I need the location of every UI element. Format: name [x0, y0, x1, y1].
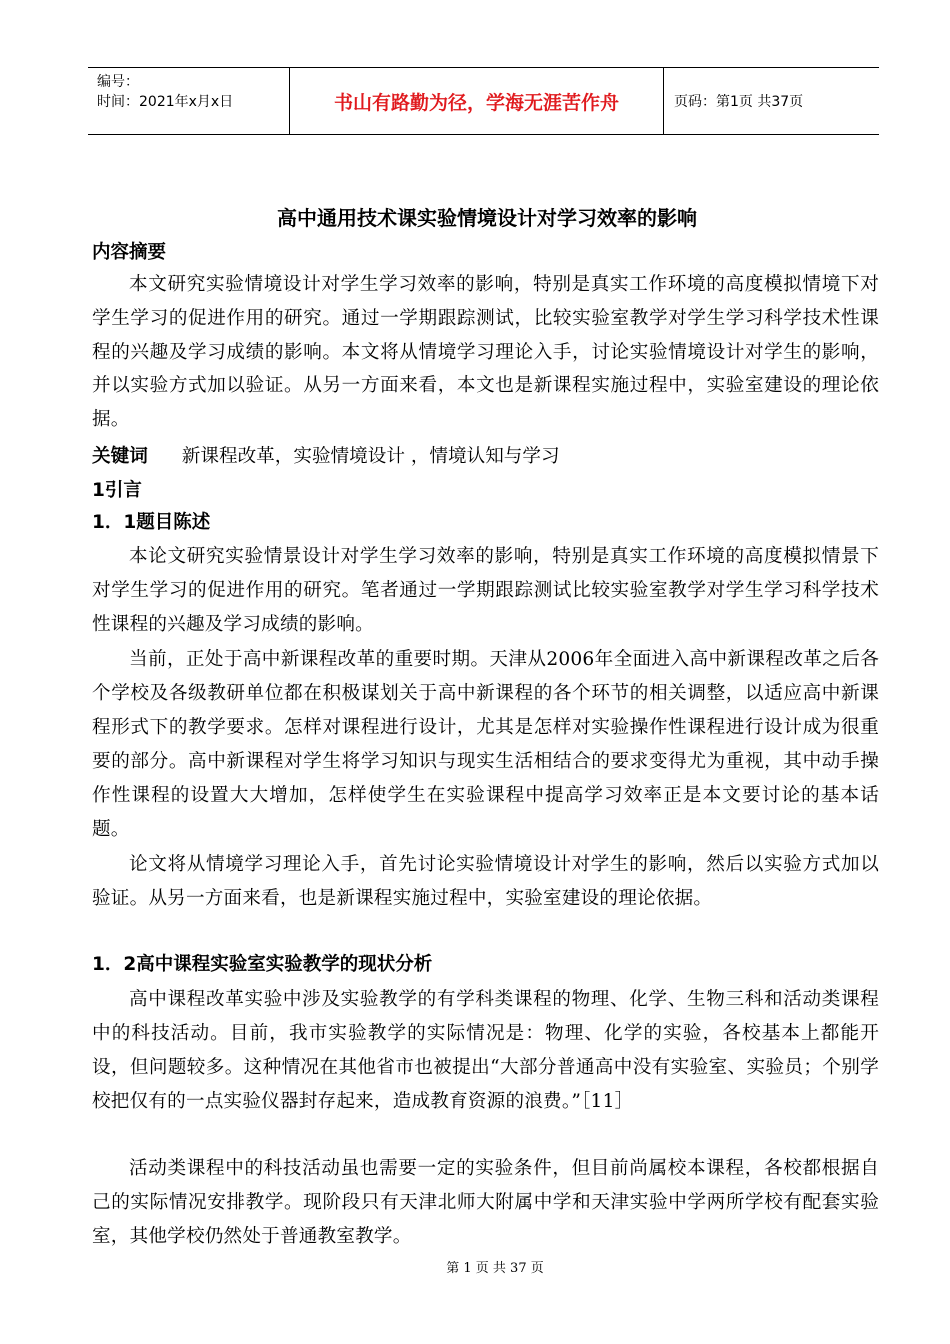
- doc-number-label: 编号：: [97, 74, 139, 90]
- section-1-1-heading: 1．1题目陈述: [92, 512, 211, 533]
- section-1-1-paragraph-3: 论文将从情境学习理论入手，首先讨论实验情境设计对学生的影响，然后以实验方式加以验证。从另一方面来看，也是新课程实施过程中，实验室建设的理论依据。: [92, 854, 879, 909]
- keywords-text: 新课程改革，实验情境设计 ，情境认知与学习: [181, 446, 560, 467]
- document-title: 高中通用技术课实验情境设计对学习效率的影响: [277, 206, 697, 230]
- header-motto: 书山有路勤为径，学海无涯苦作舟: [290, 68, 664, 134]
- doc-time-label: 时间：2021年x月x日: [97, 94, 234, 110]
- abstract-heading: 内容摘要: [92, 242, 167, 263]
- page-footer: 第 1 页 共 37 页: [446, 1261, 544, 1276]
- keywords-label: 关键词: [92, 446, 148, 467]
- section-1-2-paragraph-1: 高中课程改革实验中涉及实验教学的有学科类课程的物理、化学、生物三科和活动类课程中的科技活动。目前，我市实验教学的实际情况是：物理、化学的实验，各校基本上都能开设，但问题较多。这种情况在其他省市也被提出“大部分普通高中没有实验室、实验员；个别学校把仅有的一点实验仪器封存起来，造成教育资源的浪费。”［11］: [92, 989, 879, 1112]
- header-page-info: 页码：第1页 共37页: [674, 94, 804, 110]
- header-meta: [88, 68, 290, 134]
- section-1-1-paragraph-2: 当前，正处于高中新课程改革的重要时期。天津从2006年全面进入高中新课程改革之后各个学校及各级教研单位都在积极谋划关于高中新课程的各个环节的相关调整，以适应高中新课程形式下的教学要求。怎样对课程进行设计，尤其是怎样对实验操作性课程进行设计成为很重要的部分。高中新课程对学生将学习知识与现实生活相结合的要求变得尤为重视，其中动手操作性课程的设置大大增加，怎样使学生在实验课程中提高学习效率正是本文要讨论的基本话题。: [92, 649, 879, 840]
- section-1-heading: 1引言: [92, 480, 142, 501]
- section-1-2-heading: 1．2高中课程实验室实验教学的现状分析: [92, 954, 433, 975]
- section-1-1-paragraph-1: 本论文研究实验情景设计对学生学习效率的影响，特别是真实工作环境的高度模拟情景下对学生学习的促进作用的研究。笔者通过一学期跟踪测试比较实验室教学对学生学习科学技术性课程的兴趣及学习成绩的影响。: [92, 546, 879, 635]
- page-header: [88, 67, 879, 135]
- keywords-line: [92, 442, 560, 472]
- abstract-text: 本文研究实验情境设计对学生学习效率的影响，特别是真实工作环境的高度模拟情境下对学生学习的促进作用的研究。通过一学期跟踪测试，比较实验室教学对学生学习科学技术性课程的兴趣及学习成绩的影响。本文将从情境学习理论入手，讨论实验情境设计对学生的影响，并以实验方式加以验证。从另一方面来看，本文也是新课程实施过程中，实验室建设的理论依据。: [92, 274, 879, 431]
- section-1-2-paragraph-2: 活动类课程中的科技活动虽也需要一定的实验条件，但目前尚属校本课程，各校都根据自己的实际情况安排教学。现阶段只有天津北师大附属中学和天津实验中学两所学校有配套实验室，其他学校仍然处于普通教室教学。: [92, 1158, 879, 1247]
